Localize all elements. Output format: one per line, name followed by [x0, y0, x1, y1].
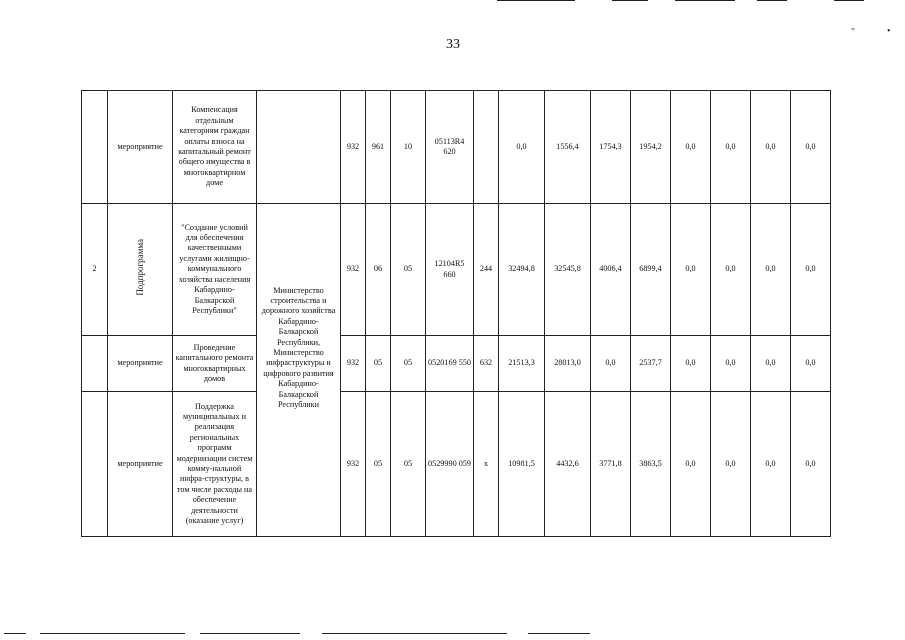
table-row: [82, 336, 831, 392]
row-number: [82, 392, 108, 537]
top-rule: [834, 0, 864, 1]
row-number: 2: [82, 204, 108, 336]
cell-value: 1954,2: [631, 91, 671, 204]
cell-value: 0,0: [671, 91, 711, 204]
top-rule: [675, 0, 735, 1]
cell-value: 0,0: [711, 204, 751, 336]
cell-pr: 10: [391, 91, 426, 204]
row-number: [82, 336, 108, 392]
row-type: мероприятие: [108, 336, 173, 392]
cell-vr: 244: [474, 204, 499, 336]
table-row: [82, 204, 831, 336]
cell-value: 6899,4: [631, 204, 671, 336]
cell-csr: 0520169 550: [426, 336, 474, 392]
cell-value: 0,0: [751, 91, 791, 204]
cell-value: 3771,8: [591, 392, 631, 537]
cell-value: 0,0: [791, 392, 831, 537]
cell-value: 10981,5: [499, 392, 545, 537]
cell-vr: x: [474, 392, 499, 537]
cell-value: 0,0: [751, 336, 791, 392]
cell-value: 1556,4: [545, 91, 591, 204]
cell-grbs: 932: [341, 392, 366, 537]
cell-value: 21513,3: [499, 336, 545, 392]
cell-value: 32494,8: [499, 204, 545, 336]
row-type-vertical: Подпрограмма: [108, 204, 173, 336]
cell-value: 0,0: [711, 392, 751, 537]
cell-value: 2537,7: [631, 336, 671, 392]
cell-value: 28013,0: [545, 336, 591, 392]
cell-value: 0,0: [671, 392, 711, 537]
page-number: 33: [446, 37, 460, 52]
cell-pr: 05: [391, 204, 426, 336]
cell-vr: [474, 91, 499, 204]
cell-pr: 05: [391, 392, 426, 537]
row-name: "Создание условий для обеспечения качественными услугами жилищно-коммунального хозяйства населения Кабардино-Балкарской Республики": [173, 204, 257, 336]
cell-value: 0,0: [671, 204, 711, 336]
cell-value: 1754,3: [591, 91, 631, 204]
bottom-rule: [4, 633, 26, 634]
cell-rz: 05: [366, 336, 391, 392]
table-row: [82, 91, 831, 204]
top-rule: [612, 0, 648, 1]
budget-table: [81, 90, 831, 537]
row-type: мероприятие: [108, 392, 173, 537]
cell-csr: 0529990 059: [426, 392, 474, 537]
cell-value: 4006,4: [591, 204, 631, 336]
cell-csr: 05113R4 620: [426, 91, 474, 204]
cell-rz: 961: [366, 91, 391, 204]
row-name: Поддержка муниципальных и реализация региональных программ модернизации систем комму-нальной инфра-структуры, в том числе расходы на обеспечение деятельности (оказание услуг): [173, 392, 257, 537]
cell-value: 0,0: [751, 204, 791, 336]
cell-value: 4432,6: [545, 392, 591, 537]
row-ministry: Министерство строительства и дорожного хозяйства Кабардино-Балкарской Республики, Министерство инфраструктуры и цифрового развития Кабардино-Балкарской Республики: [257, 204, 341, 537]
cell-value: 0,0: [499, 91, 545, 204]
scan-speck: •: [887, 26, 891, 37]
bottom-rule: [528, 633, 590, 634]
bottom-rule: [40, 633, 185, 634]
top-rule: [497, 0, 575, 1]
cell-value: 0,0: [591, 336, 631, 392]
cell-csr: 12104R5 660: [426, 204, 474, 336]
row-name: Компенсация отдельным категориям граждан оплаты взноса на капитальный ремонт общего имущества в многоквартирном доме: [173, 91, 257, 204]
cell-value: 0,0: [711, 336, 751, 392]
row-number: [82, 91, 108, 204]
cell-value: 0,0: [751, 392, 791, 537]
row-ministry-empty: [257, 91, 341, 204]
cell-grbs: 932: [341, 336, 366, 392]
cell-grbs: 932: [341, 91, 366, 204]
cell-value: 32545,8: [545, 204, 591, 336]
cell-vr: 632: [474, 336, 499, 392]
cell-value: 0,0: [791, 336, 831, 392]
row-type: мероприятие: [108, 91, 173, 204]
cell-rz: 06: [366, 204, 391, 336]
cell-grbs: 932: [341, 204, 366, 336]
cell-value: 0,0: [791, 91, 831, 204]
bottom-rule: [322, 633, 507, 634]
cell-pr: 05: [391, 336, 426, 392]
cell-rz: 05: [366, 392, 391, 537]
row-name: Проведение капитального ремонта многоквартирных домов: [173, 336, 257, 392]
cell-value: 0,0: [671, 336, 711, 392]
cell-value: 0,0: [791, 204, 831, 336]
cell-value: 0,0: [711, 91, 751, 204]
table-row: [82, 392, 831, 537]
scan-speck: ": [851, 27, 856, 38]
cell-value: 3863,5: [631, 392, 671, 537]
top-rule: [757, 0, 787, 1]
bottom-rule: [200, 633, 300, 634]
